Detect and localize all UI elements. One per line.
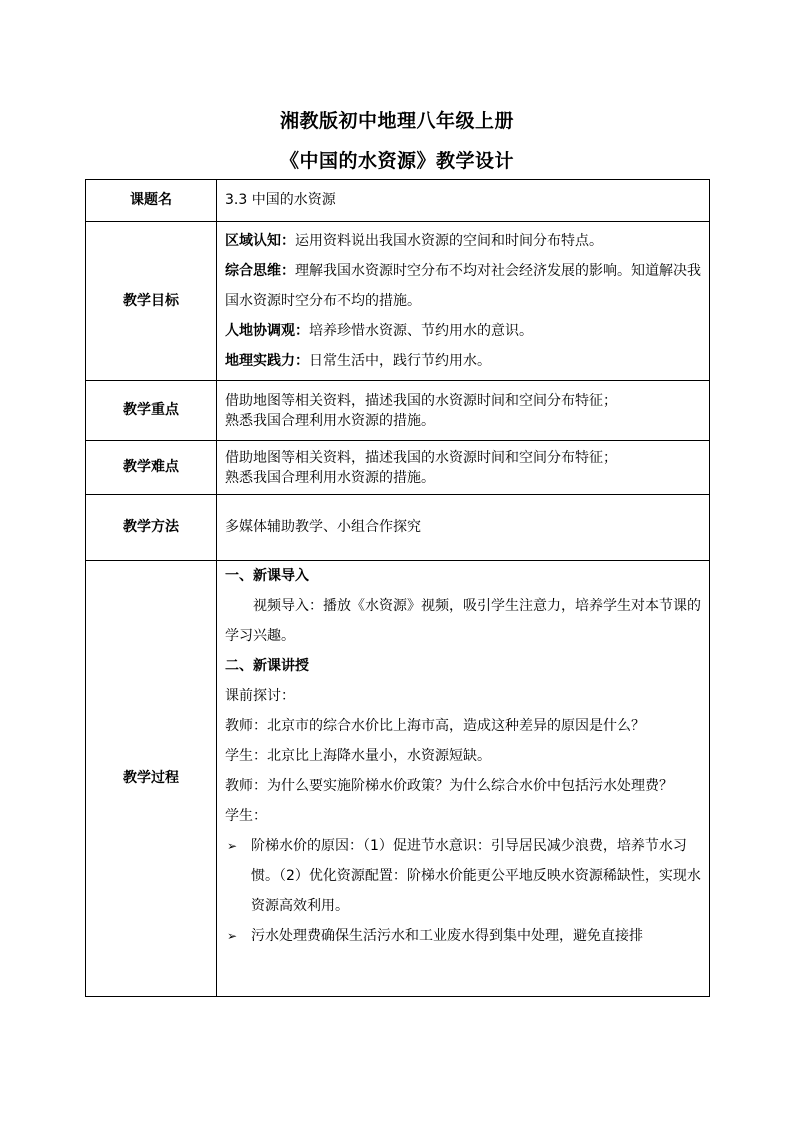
intro-paragraph: 视频导入：播放《水资源》视频，吸引学生注意力，培养学生对本节课的学习兴趣。	[225, 598, 701, 644]
key-points-content: 借助地图等相关资料，描述我国的水资源时间和空间分布特征； 熟悉我国合理利用水资源的措施。	[217, 381, 710, 441]
table-row	[86, 561, 710, 997]
goal-item: 人地协调观：培养珍惜水资源、节约用水的意识。	[225, 323, 533, 339]
methods-label: 教学方法	[86, 495, 217, 561]
process-label: 教学过程	[86, 561, 217, 997]
topic-value: 3.3 中国的水资源	[217, 180, 710, 222]
topic-label: 课题名	[86, 180, 217, 222]
table-row	[86, 381, 710, 441]
student-answer: 学生：北京比上海降水量小，水资源短缺。	[225, 748, 491, 764]
goal-item: 地理实践力：日常生活中，践行节约用水。	[225, 353, 491, 369]
lesson-plan-table	[85, 179, 710, 997]
discussion-label: 课前探讨：	[225, 688, 295, 704]
table-row	[86, 495, 710, 561]
goals-content	[217, 222, 710, 381]
section-heading: 二、新课讲授	[225, 658, 309, 674]
goals-label: 教学目标	[86, 222, 217, 381]
teacher-question: 教师：为什么要实施阶梯水价政策？为什么综合水价中包括污水处理费？	[225, 778, 673, 794]
bullet-item: ➢ 污水处理费确保生活污水和工业废水得到集中处理，避免直接排	[225, 921, 701, 951]
process-content	[217, 561, 710, 997]
section-heading: 一、新课导入	[225, 568, 309, 584]
document-title: 湘教版初中地理八年级上册	[279, 110, 514, 132]
arrow-bullet-icon: ➢	[227, 839, 238, 853]
document-subtitle: 《中国的水资源》教学设计	[279, 150, 514, 172]
bullet-item: ➢ 阶梯水价的原因：（1）促进节水意识：引导居民减少浪费，培养节水习惯。（2）优化资源配置：阶梯水价能更公平地反映水资源稀缺性，实现水资源高效利用。	[225, 831, 701, 921]
methods-value: 多媒体辅助教学、小组合作探究	[217, 495, 710, 561]
table-row	[86, 180, 710, 222]
table-row	[86, 222, 710, 381]
difficulties-label: 教学难点	[86, 441, 217, 495]
difficulties-content: 借助地图等相关资料，描述我国的水资源时间和空间分布特征； 熟悉我国合理利用水资源的措施。	[217, 441, 710, 495]
student-label: 学生：	[225, 808, 267, 824]
goal-item: 综合思维：理解我国水资源时空分布不均对社会经济发展的影响。知道解决我国水资源时空分布不均的措施。	[225, 263, 701, 309]
arrow-bullet-icon: ➢	[227, 929, 238, 943]
table-row	[86, 441, 710, 495]
key-points-label: 教学重点	[86, 381, 217, 441]
teacher-question: 教师：北京市的综合水价比上海市高，造成这种差异的原因是什么？	[225, 718, 645, 734]
goal-item: 区域认知：运用资料说出我国水资源的空间和时间分布特点。	[225, 233, 603, 249]
